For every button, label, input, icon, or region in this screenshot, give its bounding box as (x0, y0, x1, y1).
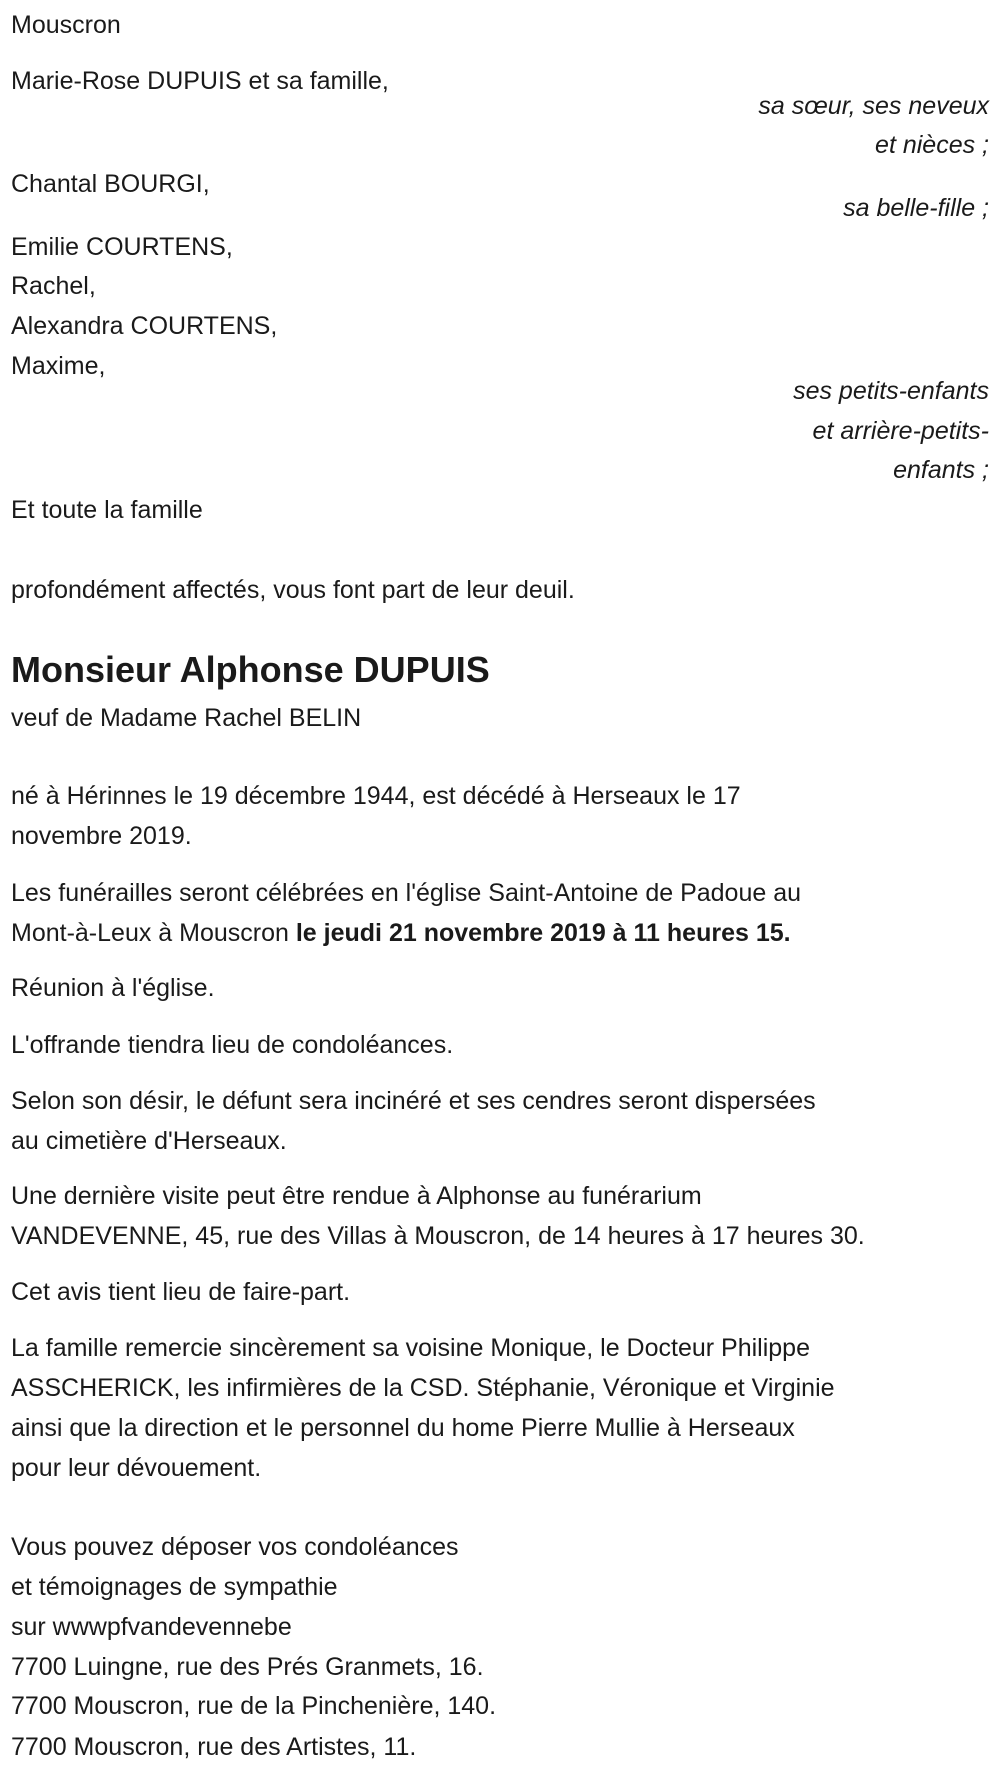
birth-death: novembre 2019. (11, 822, 192, 850)
announcement: profondément affectés, vous font part de leur deuil. (11, 576, 575, 604)
family-member: Marie-Rose DUPUIS et sa famille, (11, 67, 389, 95)
condolences: Vous pouvez déposer vos condoléances (11, 1533, 459, 1561)
all-family: Et toute la famille (11, 496, 203, 524)
thanks: ainsi que la direction et le personnel du home Pierre Mullie à Herseaux (11, 1414, 795, 1442)
meeting: Réunion à l'église. (11, 974, 215, 1002)
notice: Cet avis tient lieu de faire-part. (11, 1278, 351, 1306)
funeral-place: Mont-à-Leux à Mouscron (11, 919, 296, 947)
visit: VANDEVENNE, 45, rue des Villas à Mouscron, de 14 heures à 17 heures 30. (11, 1222, 865, 1250)
funeral-date: le jeudi 21 novembre 2019 à 11 heures 15. (295, 919, 791, 947)
visit: Une dernière visite peut être rendue à Alphonse au funérarium (11, 1182, 702, 1210)
offering: L'offrande tiendra lieu de condoléances. (11, 1031, 454, 1059)
cremation: au cimetière d'Herseaux. (11, 1127, 287, 1155)
location: Mouscron (11, 11, 121, 39)
condolences-website: sur wwwpfvandevennebe (11, 1613, 292, 1641)
address: 7700 Mouscron, rue des Artistes, 11. (11, 1733, 417, 1761)
thanks: pour leur dévouement. (11, 1454, 262, 1482)
thanks: La famille remercie sincèrement sa voisine Monique, le Docteur Philippe (11, 1334, 810, 1362)
cremation: Selon son désir, le défunt sera incinéré et ses cendres seront dispersées (11, 1087, 816, 1115)
address: 7700 Mouscron, rue de la Pinchenière, 140. (11, 1692, 497, 1720)
funeral-info (11, 913, 791, 953)
family-member: Emilie COURTENS, (11, 233, 233, 261)
relation: sa sœur, ses neveux (758, 92, 989, 120)
relation: et arrière-petits- (812, 417, 989, 445)
family-member: Chantal BOURGI, (11, 170, 210, 198)
relation: ses petits-enfants (793, 377, 989, 405)
relation: sa belle-fille ; (843, 194, 989, 222)
relation: et nièces ; (875, 131, 989, 159)
family-member: Rachel, (11, 272, 96, 300)
relation: enfants ; (893, 456, 989, 484)
deceased-name: Monsieur Alphonse DUPUIS (11, 649, 490, 690)
funeral-info: Les funérailles seront célébrées en l'église Saint-Antoine de Padoue au (11, 879, 802, 907)
address: 7700 Luingne, rue des Prés Granmets, 16. (11, 1653, 484, 1681)
family-member: Maxime, (11, 352, 106, 380)
thanks: ASSCHERICK, les infirmières de la CSD. Stéphanie, Véronique et Virginie (11, 1374, 835, 1402)
condolences: et témoignages de sympathie (11, 1573, 338, 1601)
family-member: Alexandra COURTENS, (11, 312, 278, 340)
birth-death: né à Hérinnes le 19 décembre 1944, est décédé à Herseaux le 17 (11, 782, 741, 810)
widower-of: veuf de Madame Rachel BELIN (11, 704, 362, 732)
